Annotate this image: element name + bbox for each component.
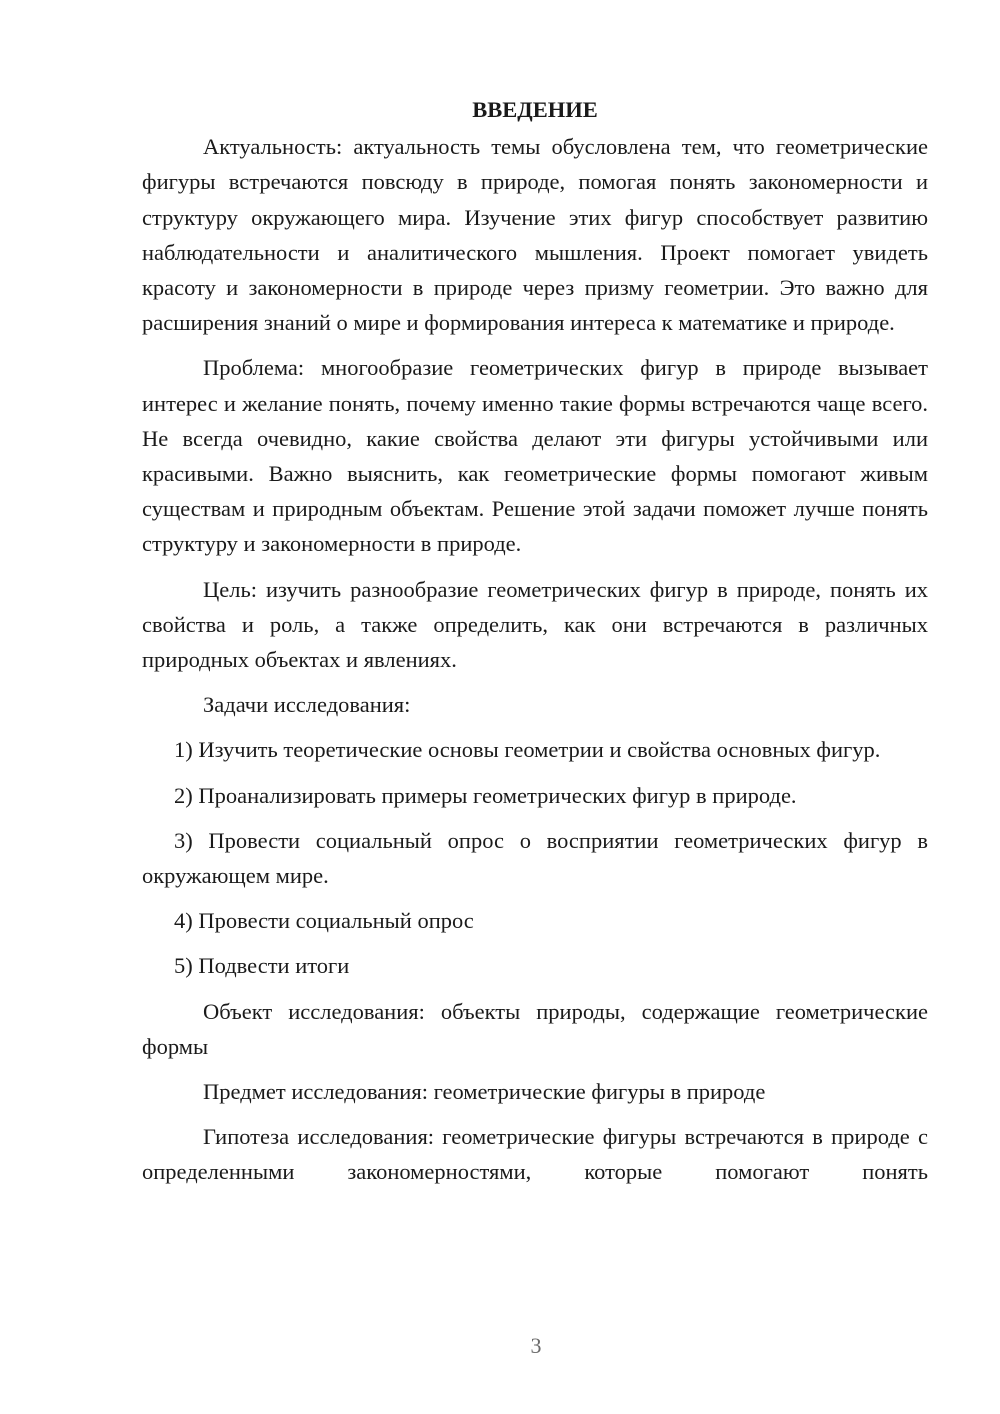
page-number: 3 [530, 1333, 542, 1358]
task-item-5: 5) Подвести итоги [174, 953, 350, 979]
task-item-4: 4) Провести социальный опрос [174, 908, 474, 934]
hypothesis-paragraph: Гипотеза исследования: геометрические фигуры встречаются в природе с определенными закономерностями, которые помогают понять [142, 1124, 928, 1185]
problem-paragraph: Проблема: многообразие геометрических фигур в природе вызывает интерес и желание понять, почему именно такие формы встречаются чаще всего. Не всегда очевидно, какие свойства делают эти фигуры устойчивыми или красивыми. Важно выяснить, как геометрические формы помогают живым существам и природным объектам. Решение этой задачи поможет лучше понять структуру и закономерности в природе. [142, 355, 928, 557]
object-paragraph: Объект исследования: объекты природы, содержащие геометрические формы [142, 998, 928, 1059]
section-title: ВВЕДЕНИЕ [472, 97, 598, 122]
task-item-3: 3) Провести социальный опрос о восприятии геометрических фигур в окружающем мире. [142, 827, 928, 889]
document-page [142, 92, 928, 1200]
subject-paragraph: Предмет исследования: геометрические фигуры в природе [203, 1079, 766, 1105]
relevance-paragraph: Актуальность: актуальность темы обусловлена тем, что геометрические фигуры встречаются повсюду в природе, помогая понять закономерности и структуру окружающего мира. Изучение этих фигур способствует развитию наблюдательности и аналитического мышления. Проект помогает увидеть красоту и закономерности в природе через призму геометрии. Это важно для расширения знаний о мире и формирования интереса к математике и природе. [142, 134, 928, 336]
task-item-1: 1) Изучить теоретические основы геометрии и свойства основных фигур. [174, 737, 881, 763]
tasks-heading: Задачи исследования: [203, 692, 411, 718]
task-item-2: 2) Проанализировать примеры геометрических фигур в природе. [174, 782, 797, 808]
goal-paragraph: Цель: изучить разнообразие геометрических фигур в природе, понять их свойства и роль, а также определить, как они встречаются в различных природных объектах и явлениях. [142, 576, 928, 673]
